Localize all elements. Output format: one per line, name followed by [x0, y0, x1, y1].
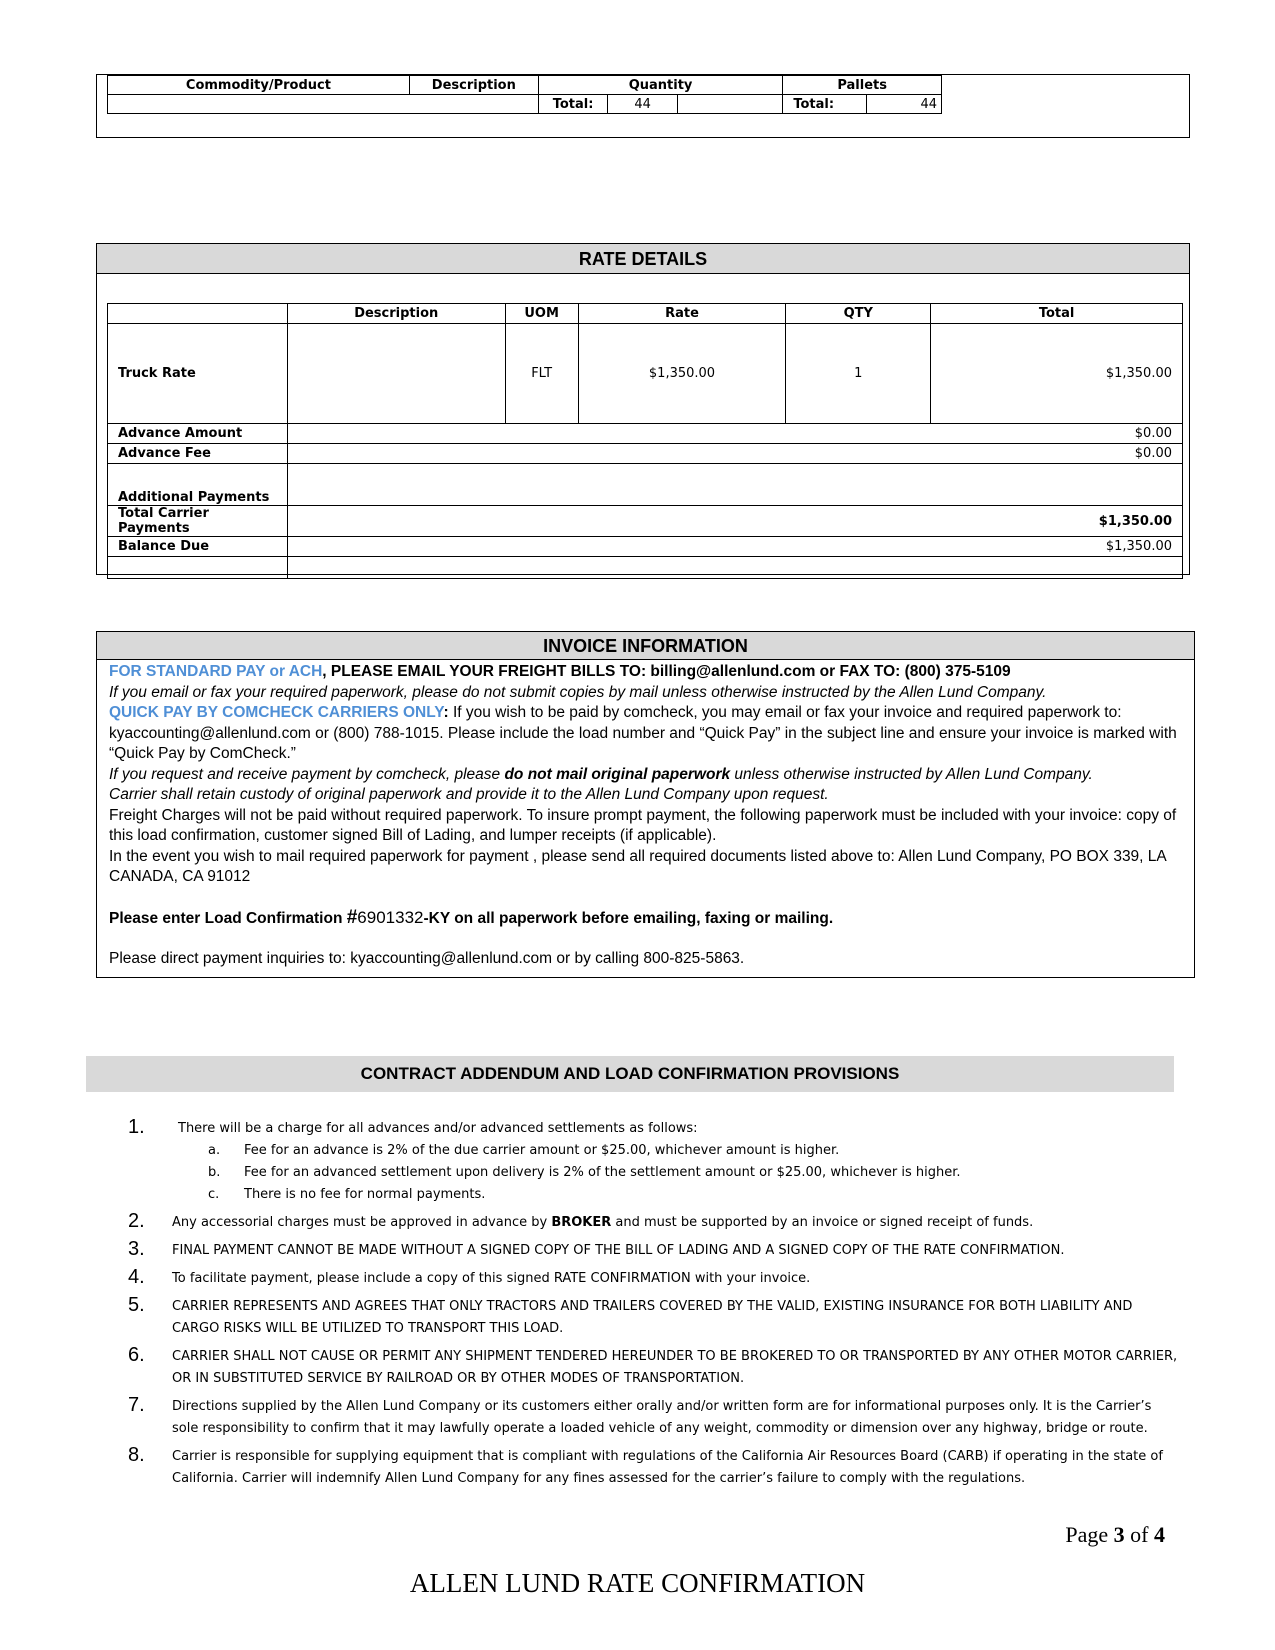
- commodity-empty-cell: [108, 95, 539, 114]
- advance-fee-label: Advance Fee: [108, 444, 288, 464]
- page-total: 4: [1154, 1522, 1165, 1547]
- quantity-total-value: 44: [608, 95, 678, 114]
- sub-letter: c.: [208, 1187, 220, 1202]
- provision-1a: [128, 1140, 1178, 1162]
- header-quantity: Quantity: [538, 76, 783, 95]
- quick-pay-colon: :: [443, 704, 449, 721]
- truck-rate-qty: 1: [786, 324, 931, 424]
- advance-amount-row: [108, 424, 1183, 444]
- provision-4: [128, 1268, 1178, 1290]
- rate-header-uom: UOM: [505, 304, 578, 324]
- provision-text: To facilitate payment, please include a copy of this signed RATE CONFIRMATION with your invoice.: [172, 1271, 811, 1286]
- quick-pay-paragraph: [109, 703, 1182, 765]
- truck-rate-row: [108, 324, 1183, 424]
- provision-number: 7.: [128, 1394, 145, 1416]
- commodity-header-row: [108, 76, 942, 95]
- additional-payments-label: Additional Payments: [108, 464, 288, 506]
- provision-text: Carrier is responsible for supplying equipment that is compliant with regulations of the California Air Resources Board (CARB) if operating in the state of California. Carrier will indemnify Allen Lund Company for any fines assessed for the carrier’s failure to comply with the regulations.: [172, 1449, 1163, 1486]
- provision-8: [128, 1446, 1178, 1490]
- truck-rate-rate: $1,350.00: [578, 324, 786, 424]
- pallets-total-value: 44: [867, 95, 942, 114]
- page-current: 3: [1113, 1522, 1125, 1547]
- provision-text-b: and must be supported by an invoice or signed receipt of funds.: [611, 1215, 1034, 1230]
- custody-note: Carrier shall retain custody of original paperwork and provide it to the Allen Lund Company upon request.: [109, 786, 829, 803]
- truck-rate-uom: FLT: [505, 324, 578, 424]
- provision-1b: [128, 1162, 1178, 1184]
- provision-text: CARRIER SHALL NOT CAUSE OR PERMIT ANY SHIPMENT TENDERED HEREUNDER TO BE BROKERED TO OR TRANSPORTED BY ANY OTHER MOTOR CARRIER, OR IN SUBSTITUTED SERVICE BY RAILROAD OR BY OTHER MODES OF TRANSPORTATION.: [172, 1349, 1178, 1386]
- total-carrier-payments-label: Total Carrier Payments: [108, 506, 288, 537]
- rate-header-qty: QTY: [786, 304, 931, 324]
- provision-2: [128, 1212, 1178, 1234]
- page-mid: of: [1124, 1522, 1154, 1547]
- rate-blank-row: [108, 557, 1183, 579]
- sub-text: There is no fee for normal payments.: [244, 1187, 486, 1202]
- load-conf-hash: #: [346, 906, 358, 928]
- email-note: If you email or fax your required paperwork, please do not submit copies by mail unless otherwise instructed by the Allen Lund Company.: [109, 683, 1047, 701]
- provision-number: 1.: [128, 1116, 145, 1138]
- pallets-total-label: Total:: [783, 95, 867, 114]
- truck-rate-label: Truck Rate: [108, 324, 288, 424]
- total-carrier-payments-row: [108, 506, 1183, 537]
- sub-text: Fee for an advanced settlement upon delivery is 2% of the settlement amount or $25.00, whichever is higher.: [244, 1165, 961, 1180]
- advance-amount-value: $0.00: [287, 424, 1182, 444]
- standard-pay-line: [109, 662, 1182, 683]
- quantity-total-label: Total:: [538, 95, 608, 114]
- rate-details-section: [96, 243, 1190, 575]
- load-conf-number: 6901332: [357, 907, 424, 927]
- balance-due-value: $1,350.00: [287, 537, 1182, 557]
- freight-charges-note: Freight Charges will not be paid without required paperwork. To insure prompt payment, the following paperwork must be included with your invoice: copy of this load confirmation, customer signed Bill of Lading, and lumper receipts (if applicable).: [109, 806, 1177, 844]
- load-confirmation-line: [109, 908, 1182, 930]
- rate-header-rate: Rate: [578, 304, 786, 324]
- commodity-table: [107, 75, 942, 114]
- provision-text-a: Any accessorial charges must be approved in advance by: [172, 1215, 552, 1230]
- provision-number: 8.: [128, 1444, 145, 1466]
- provision-text: CARRIER REPRESENTS AND AGREES THAT ONLY TRACTORS AND TRAILERS COVERED BY THE VALID, EXISTING INSURANCE FOR BOTH LIABILITY AND CARGO RISKS WILL BE UTILIZED TO TRANSPORT THIS LOAD.: [172, 1299, 1133, 1336]
- rate-header-total: Total: [931, 304, 1183, 324]
- provision-number: 6.: [128, 1344, 145, 1366]
- provision-number: 2.: [128, 1210, 145, 1232]
- contract-title: CONTRACT ADDENDUM AND LOAD CONFIRMATION PROVISIONS: [86, 1056, 1174, 1092]
- quick-pay-label: QUICK PAY BY COMCHECK CARRIERS ONLY: [109, 704, 444, 721]
- header-commodity-product: Commodity/Product: [108, 76, 410, 95]
- sub-letter: a.: [208, 1143, 221, 1158]
- provision-3: [128, 1240, 1178, 1262]
- payment-inquiries: Please direct payment inquiries to: kyaccounting@allenlund.com or by calling 800-825-5863.: [109, 950, 745, 967]
- mail-address-note: In the event you wish to mail required paperwork for payment , please send all required documents listed above to: Allen Lund Company, PO BOX 339, LA CANADA, CA 91012: [109, 847, 1166, 885]
- provision-number: 3.: [128, 1238, 145, 1260]
- invoice-section: [96, 631, 1195, 978]
- advance-fee-value: $0.00: [287, 444, 1182, 464]
- provision-number: 5.: [128, 1294, 145, 1316]
- comcheck-note-1: If you request and receive payment by comcheck, please: [109, 765, 505, 783]
- provision-text: Directions supplied by the Allen Lund Company or its customers either orally and/or written form are for informational purposes only. It is the Carrier’s sole responsibility to confirm that it may lawfully operate a loaded vehicle of any weight, commodity or dimension over any highway, bridge or route.: [172, 1399, 1152, 1436]
- quantity-empty-cell: [677, 95, 782, 114]
- page-number: [1065, 1522, 1165, 1548]
- provision-5: [128, 1296, 1178, 1340]
- additional-payments-value: [287, 464, 1182, 506]
- document-title: ALLEN LUND RATE CONFIRMATION: [409, 1568, 866, 1598]
- rate-table: [107, 303, 1183, 579]
- rate-details-title: RATE DETAILS: [97, 244, 1189, 274]
- provisions-list: [128, 1118, 1178, 1496]
- provision-text: There will be a charge for all advances and/or advanced settlements as follows:: [178, 1121, 698, 1136]
- rate-header-row: [108, 304, 1183, 324]
- invoice-body: [97, 660, 1194, 970]
- commodity-total-row: [108, 95, 942, 114]
- header-pallets: Pallets: [783, 76, 942, 95]
- load-conf-suffix: -KY on all paperwork before emailing, faxing or mailing.: [423, 909, 834, 927]
- provision-7: [128, 1396, 1178, 1440]
- load-conf-prefix: Please enter Load Confirmation: [109, 909, 347, 927]
- advance-amount-label: Advance Amount: [108, 424, 288, 444]
- comcheck-note-bold: do not mail original paperwork: [504, 765, 731, 783]
- total-carrier-payments-value: $1,350.00: [287, 506, 1182, 537]
- invoice-title: INVOICE INFORMATION: [97, 632, 1194, 660]
- truck-rate-total: $1,350.00: [931, 324, 1183, 424]
- standard-pay-text: , PLEASE EMAIL YOUR FREIGHT BILLS TO: billing@allenlund.com or FAX TO: (800) 375-5109: [322, 663, 1011, 680]
- rate-header-blank: [108, 304, 288, 324]
- commodity-section: [96, 74, 1190, 138]
- provision-number: 4.: [128, 1266, 145, 1288]
- provision-text: FINAL PAYMENT CANNOT BE MADE WITHOUT A SIGNED COPY OF THE BILL OF LADING AND A SIGNED COPY OF THE RATE CONFIRMATION.: [172, 1243, 1065, 1258]
- sub-text: Fee for an advance is 2% of the due carrier amount or $25.00, whichever amount is higher.: [244, 1143, 840, 1158]
- standard-pay-label: FOR STANDARD PAY or ACH: [109, 663, 323, 680]
- provision-1: [128, 1118, 1178, 1206]
- additional-payments-row: [108, 464, 1183, 506]
- rate-blank-cell: [108, 557, 288, 579]
- provision-text-broker: BROKER: [551, 1215, 612, 1230]
- rate-header-description: Description: [287, 304, 505, 324]
- comcheck-note-2: unless otherwise instructed by Allen Lund Company.: [730, 765, 1093, 783]
- provision-1c: [128, 1184, 1178, 1206]
- balance-due-label: Balance Due: [108, 537, 288, 557]
- comcheck-note: [109, 765, 1182, 786]
- balance-due-row: [108, 537, 1183, 557]
- provision-6: [128, 1346, 1178, 1390]
- rate-blank-cell: [287, 557, 1182, 579]
- advance-fee-row: [108, 444, 1183, 464]
- quick-pay-text: If you wish to be paid by comcheck, you may email or fax your invoice and required paperwork to: kyaccounting@allenlund.com or (800) 788-1015. Please include the load number and “Quick Pay” in the subject line and ensure your invoice is marked with “Quick Pay by ComCheck.”: [109, 704, 1177, 762]
- page-prefix: Page: [1065, 1522, 1114, 1547]
- header-description: Description: [409, 76, 538, 95]
- truck-rate-description: [287, 324, 505, 424]
- sub-letter: b.: [208, 1165, 221, 1180]
